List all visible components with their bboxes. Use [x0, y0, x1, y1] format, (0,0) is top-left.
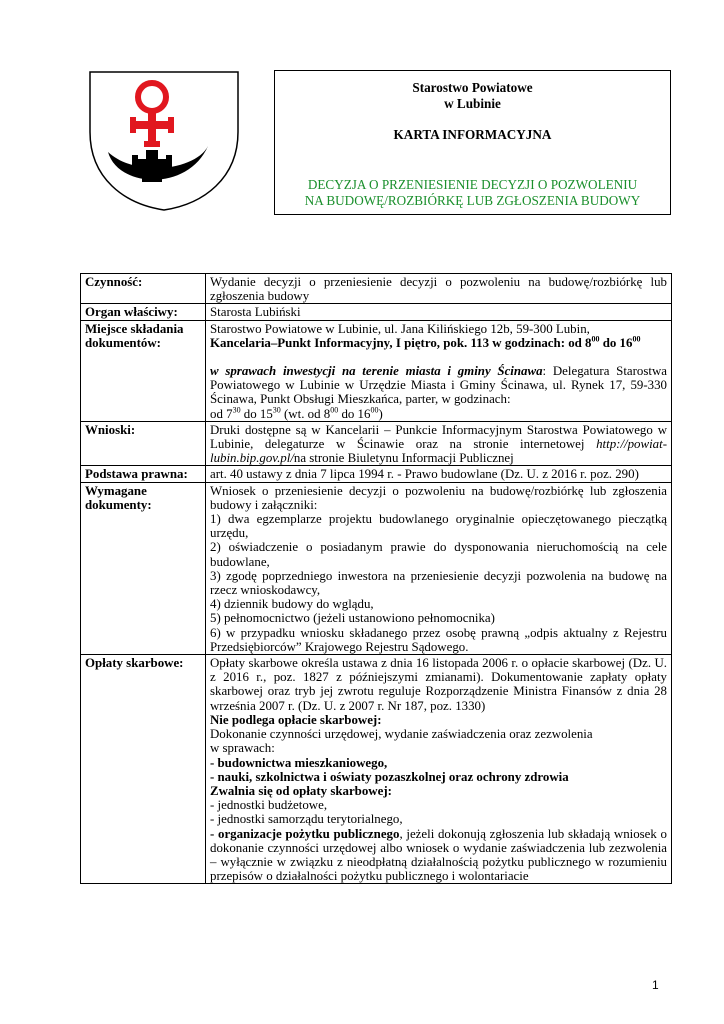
list-item: 4) dziennik budowy do wglądu, — [210, 597, 374, 612]
list-item: - nauki, szkolnictwa i oświaty pozaszkolnej oraz ochrony zdrowia — [210, 769, 569, 784]
label-oplaty: Opłaty skarbowe: — [81, 655, 206, 884]
list-item: 6) w przypadku wniosku składanego przez osobę prawną „odpis aktualny z Rejestru Przedsiębiorców” Krajowego Rejestru Sądowego. — [210, 625, 667, 654]
scinawa-hours: od $7^{30}$ do $15^{30}$ (wt. od $8^{00}$ do $16^{00}$) — [210, 405, 383, 421]
label-wnioski: Wnioski: — [81, 421, 206, 466]
not-subject-heading: Nie podlega opłacie skarbowej: — [210, 712, 382, 727]
row-wnioski — [81, 421, 672, 466]
address-line: Starostwo Powiatowe w Lubinie, ul. Jana Kilińskiego 12b, 59-300 Lubin, — [210, 321, 590, 336]
label-czynnosc: Czynność: — [81, 274, 206, 304]
label-miejsce: Miejsce składania dokumentów: — [81, 320, 206, 421]
list-item: 1) dwa egzemplarze projektu budowlanego oryginalnie opieczętowanego pieczątką urzędu, — [210, 512, 667, 541]
org-name: Starostwo Powiatowe — [412, 80, 533, 95]
list-item: - organizacje pożytku publicznego, jeżeli dokonują zgłoszenia lub składają wniosek o dokonanie czynności urzędowej albo wniosek o wydanie zaświadczenia lub zezwolenia – wyłącznie w związku z nieodpłatną działalnością pożytku publicznego w rozumieniu przepisów o działalności pożytku publicznego i wolontariacie — [210, 826, 667, 884]
info-table — [80, 273, 672, 884]
label-organ: Organ właściwy: — [81, 304, 206, 320]
not-subject-text: w sprawach: — [210, 741, 275, 756]
value-oplaty — [206, 655, 672, 884]
row-miejsce — [81, 320, 672, 421]
card-title: KARTA INFORMACYJNA — [393, 127, 552, 142]
list-item: 2) oświadczenie o posiadanym prawie do dysponowania nieruchomością na cele budowlane, — [210, 540, 667, 569]
list-item: - budownictwa mieszkaniowego, — [210, 755, 388, 770]
row-wymagane — [81, 482, 672, 654]
page-number: 1 — [652, 978, 659, 992]
value-podstawa: art. 40 ustawy z dnia 7 lipca 1994 r. - Prawo budowlane (Dz. U. z 2016 r. poz. 290) — [206, 466, 672, 482]
row-podstawa — [81, 466, 672, 482]
fees-intro: Opłaty skarbowe określa ustawa z dnia 16 listopada 2006 r. o opłacie skarbowej (Dz. U. z 2016 r., poz. 1827 z późniejszymi zmianami). Dokumentowanie zapłaty opłaty skarbowej oraz tryb jej zwrotu reguluje Rozporządzenie Ministra Finansów z dnia 28 września 2007 r. (Dz. U. z 2007 r. Nr 187, poz. 1330) — [210, 656, 667, 713]
value-wymagane — [206, 482, 672, 654]
list-item: 5) pełnomocnictwo (jeżeli ustanowiono pełnomocnika) — [210, 611, 495, 626]
value-wnioski: Druki dostępne są w Kancelarii – Punkcie Informacyjnym Starostwa Powiatowego w Lubinie, delegaturze w Ścinawie oraz na stronie internetowej http://powiat-lubin.bip.gov.pl/na stronie Biuletynu Informacji Publicznej — [206, 421, 672, 466]
coat-of-arms-icon — [88, 70, 240, 212]
label-podstawa: Podstawa prawna: — [81, 466, 206, 482]
label-wymagane: Wymagane dokumenty: — [81, 482, 206, 654]
value-miejsce — [206, 320, 672, 421]
list-item: - jednostki budżetowe, — [210, 798, 328, 813]
header-box — [274, 70, 671, 215]
list-item: - jednostki samorządu terytorialnego, — [210, 812, 403, 827]
bip-link[interactable]: http://powiat-lubin.bip.gov.pl/ — [210, 437, 667, 466]
decision-title-line2: NA BUDOWĘ/ROZBIÓRKĘ LUB ZGŁOSZENIA BUDOWY — [304, 193, 641, 208]
scinawa-info: w sprawach inwestycji na terenie miasta i gminy Ścinawa: Delegatura Starostwa Powiatowego w Lubinie w Urzędzie Miasta i Gminy Ścinawa, ul. Rynek 17, 59-330 Ścinawa, Punkt Obsługi Mieszkańca, parter, w godzinach: — [210, 364, 667, 407]
value-czynnosc: Wydanie decyzji o przeniesienie decyzji o pozwoleniu na budowę/rozbiórkę lub zgłoszenia budowy — [206, 274, 672, 304]
org-location: w Lubinie — [444, 96, 501, 111]
list-item: Wniosek o przeniesienie decyzji o pozwoleniu na budowę/rozbiórkę lub zgłoszenia budowy i załączniki: — [210, 483, 667, 512]
value-organ: Starosta Lubiński — [206, 304, 672, 320]
row-organ — [81, 304, 672, 320]
list-item: 3) zgodę poprzedniego inwestora na przeniesienie decyzji pozwolenia na budowę na rzecz wnioskodawcy, — [210, 568, 667, 598]
row-czynnosc — [81, 274, 672, 304]
exempt-heading: Zwalnia się od opłaty skarbowej: — [210, 783, 392, 798]
row-oplaty — [81, 655, 672, 884]
office-hours-line: Kancelaria–Punkt Informacyjny, I piętro, pok. 113 w godzinach: od $8^{00}$ do $16^{00}$ — [210, 334, 641, 350]
not-subject-text: Dokonanie czynności urzędowej, wydanie zaświadczenia oraz zezwolenia — [210, 727, 593, 742]
decision-title-line1: DECYZJA O PRZENIESIENIE DECYZJI O POZWOLENIU — [307, 177, 638, 192]
